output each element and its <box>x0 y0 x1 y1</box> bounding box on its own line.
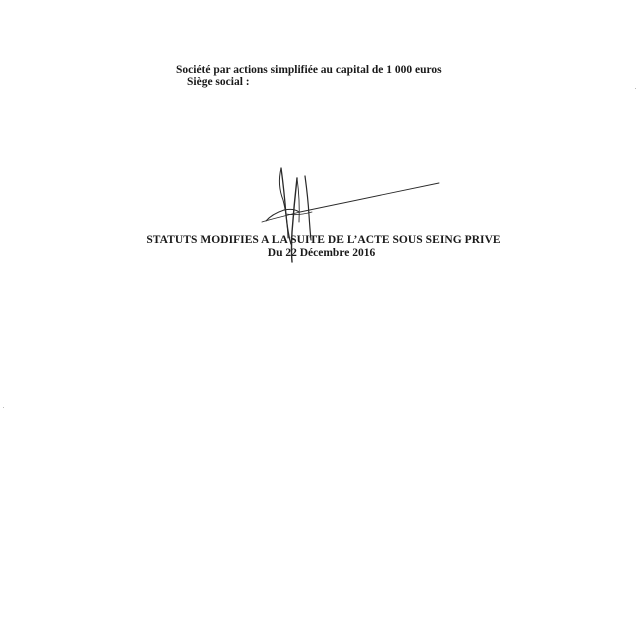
company-legal-form: Société par actions simplifiée au capital de 1 000 euros <box>176 64 442 76</box>
document-date: Du 22 Décembre 2016 <box>267 247 376 259</box>
document-title: STATUTS MODIFIES A LA SUITE DE L’ACTE SOUS SEING PRIVE <box>146 234 501 246</box>
scan-speck <box>635 88 636 89</box>
document-title-block <box>0 234 640 259</box>
company-header <box>176 64 442 88</box>
registered-office-label: Siège social : <box>187 76 250 88</box>
scan-speck <box>3 407 4 408</box>
